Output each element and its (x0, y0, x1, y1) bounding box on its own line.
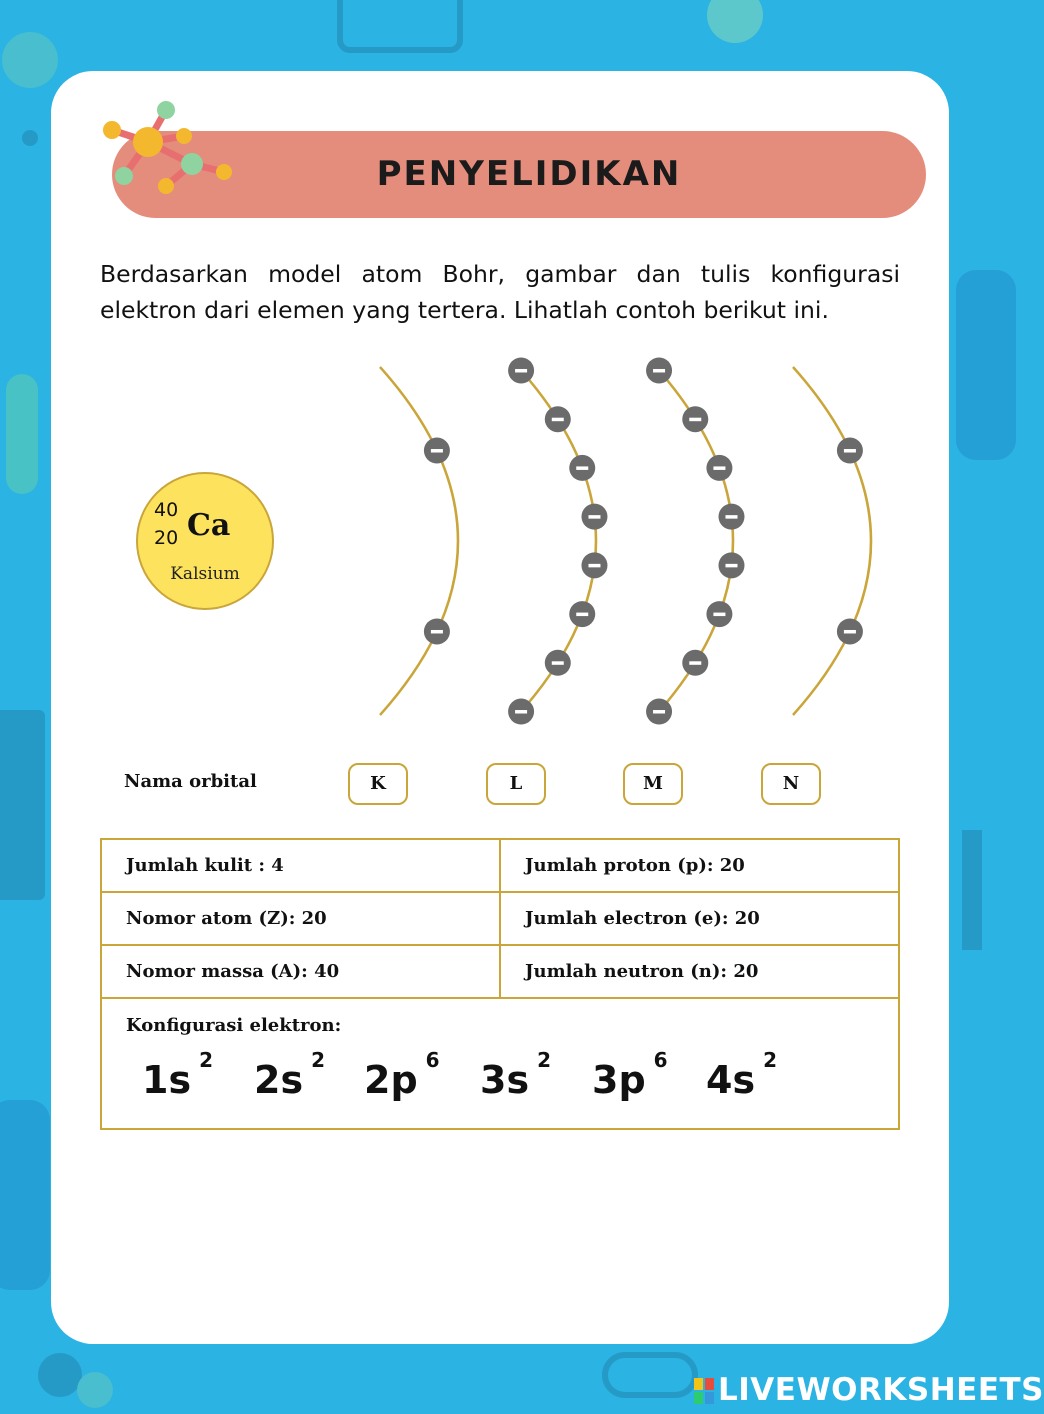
configuration-cell (101, 998, 899, 1129)
table-row (101, 998, 899, 1129)
config-orbital: 2p (364, 1058, 418, 1102)
liveworksheets-logo-icon (694, 1378, 714, 1404)
configuration-label: Konfigurasi elektron: (126, 1015, 342, 1036)
electron-m (682, 406, 708, 432)
electron-l (581, 552, 607, 578)
mass-number-cell: Nomor massa (A): 40 (101, 945, 500, 998)
electron-k (424, 438, 450, 464)
orbital-l-box: L (486, 763, 546, 805)
electron-n (837, 618, 863, 644)
config-orbital: 4s (706, 1058, 756, 1102)
atomic-number-cell: Nomor atom (Z): 20 (101, 892, 500, 945)
page-title: PENYELIDIKAN (376, 154, 682, 194)
config-count: 2 (199, 1048, 213, 1072)
config-orbital: 2s (254, 1058, 304, 1102)
config-count: 2 (763, 1048, 777, 1072)
minus-icon (689, 661, 701, 665)
minus-icon (713, 613, 725, 617)
electron-l (569, 601, 595, 627)
shell-count-cell: Jumlah kulit : 4 (101, 839, 500, 892)
electron-m (646, 357, 672, 383)
electron-m (718, 504, 744, 530)
proton-count-cell: Jumlah proton (p): 20 (500, 839, 899, 892)
element-mass-number: 40 (154, 499, 179, 521)
electron-count-cell: Jumlah electron (e): 20 (500, 892, 899, 945)
orbital-k-box: K (348, 763, 408, 805)
configuration-row (126, 1036, 898, 1106)
atom-info-table (100, 838, 900, 1130)
instructions-text: Berdasarkan model atom Bohr, gambar dan tulis konfigurasi elektron dari elemen yang tertera. Lihatlah contoh berikut ini. (100, 260, 900, 324)
orbital-shell-n (793, 367, 871, 715)
config-term (254, 1048, 325, 1102)
table-row (101, 945, 899, 998)
electron-m (682, 650, 708, 676)
minus-icon (552, 418, 564, 422)
minus-icon (576, 613, 588, 617)
config-term (142, 1048, 213, 1102)
config-count: 6 (653, 1048, 668, 1072)
burner-decoration (950, 790, 1000, 970)
config-orbital: 1s (142, 1058, 192, 1102)
ruler-decoration (0, 710, 50, 910)
electron-m (706, 601, 732, 627)
electron-m (706, 455, 732, 481)
orbital-n-box: N (761, 763, 821, 805)
table-row (101, 892, 899, 945)
config-count: 2 (311, 1048, 325, 1072)
electron-k (424, 618, 450, 644)
molecule-decoration-bottom (20, 1345, 130, 1414)
config-orbital: 3p (592, 1058, 646, 1102)
minus-icon (653, 710, 665, 714)
config-term (364, 1048, 440, 1102)
minus-icon (844, 449, 856, 453)
electron-l (508, 699, 534, 725)
config-term (480, 1048, 551, 1102)
config-term (706, 1048, 777, 1102)
config-count: 2 (537, 1048, 551, 1072)
table-row (101, 839, 899, 892)
minus-icon (689, 418, 701, 422)
minus-icon (576, 466, 588, 470)
minus-icon (552, 661, 564, 665)
config-term (592, 1048, 668, 1102)
element-symbol: Ca (187, 508, 231, 543)
orbital-m-box: M (623, 763, 683, 805)
minus-icon (431, 630, 443, 634)
orbital-shell-k (380, 367, 458, 715)
config-orbital: 3s (480, 1058, 530, 1102)
minus-icon (653, 369, 665, 373)
neutron-count-cell: Jumlah neutron (n): 20 (500, 945, 899, 998)
electron-n (837, 438, 863, 464)
minus-icon (713, 466, 725, 470)
minus-icon (725, 564, 737, 568)
watermark: LIVEWORKSHEETS (718, 1372, 1044, 1408)
element-name: Kalsium (170, 564, 240, 584)
electron-l (581, 504, 607, 530)
minus-icon (515, 710, 527, 714)
config-count: 6 (425, 1048, 440, 1072)
minus-icon (431, 449, 443, 453)
minus-icon (515, 369, 527, 373)
electron-m (646, 699, 672, 725)
orbital-names-title: Nama orbital (124, 771, 257, 792)
minus-icon (725, 515, 737, 519)
electron-l (508, 357, 534, 383)
electron-m (718, 552, 744, 578)
electron-l (569, 455, 595, 481)
minus-icon (844, 630, 856, 634)
electron-l (545, 650, 571, 676)
minus-icon (588, 515, 600, 519)
electron-l (545, 406, 571, 432)
test-tube-decoration-bottom (600, 1350, 700, 1414)
minus-icon (588, 564, 600, 568)
element-atomic-number: 20 (154, 527, 179, 549)
